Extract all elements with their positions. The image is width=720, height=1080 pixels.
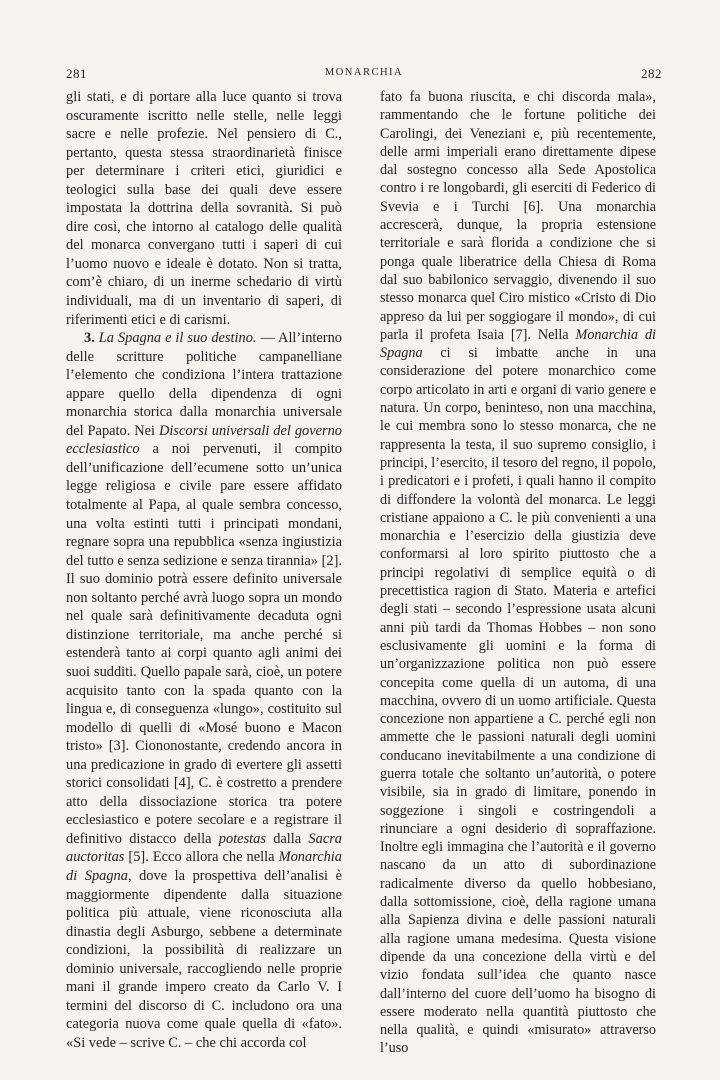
page-header bbox=[66, 66, 662, 82]
text-run: — All’interno delle scritture politiche campanelliane l’elemento che condiziona l’intera trattazione appare quello della dipendenza di ogni monarchia storica dalla monarchia universale del Papato. Nei bbox=[66, 330, 342, 439]
text-run: ci si imbatte anche in una considerazione del potere monarchico come corpo articolato in arti e organi di vario genere e natura. Un corpo, beninteso, non una macchina, le cui membra sono lo stesso monarca, che ne rappresenta la testa, il suo supremo consiglio, i principi, l’esercito, il tesoro del regno, il popolo, i predicatori e i profeti, i quali hanno il compito di diffondere la volontà del monarca. Le leggi cristiane appaiono a C. le più convenienti a una monarchia e l’esercizio della giustizia deve conformarsi al loro spirito piuttosto che a principi regolativi di semplice equità o di precettistica ragion di Stato. Materia e artefici degli stati – secondo l’espressione usata alcuni anni più tardi da Thomas Hobbes – non sono esclusivamente gli uomini e la forma di un’organizzazione politica non può essere concepita come quella di un automa, di una macchina, ovvero di un uomo artificiale. Questa concezione non appartiene a C. perché egli non ammette che le passioni naturali degli uomini conducano inevitabilmente a una condizione di guerra totale che soltanto un’autorità, o potere visibile, sia in grado di limitare, ponendo in soggezione i singoli e costringendoli a rinunciare a ogni desiderio di sopraffazione. Inoltre egli immagina che l’autorità e il governo nascano da un atto di subordinazione radicalmente diverso da quello hobbesiano, dalla sottomissione, cioè, della ragione umana alla Sapienza divina e delle passioni naturali alla ragione umana medesima. Questa visione dipende da una concezione della virtù e del vizio fondata sull’idea che quanto nasce dall’interno del cuore dell’uomo ha bisogno di essere moderato nella quantità piuttosto che nella qualità, e quindi «misurato» attraverso l’uso bbox=[380, 345, 656, 1057]
text-run: , dove la prospettiva dell’analisi è maggiormente dipendente dalla situazione politica più attuale, viene riconosciuta alla dinastia degli Asburgo, sebbene a determinate condizioni, la possibilità di realizzare un dominio universale, raccogliendo nelle proprie mani il grande impero creato da Carlo V. I termini del discorso di C. includono ora una categoria nuova come quale quella di «fato». «Si vede – scrive C. – che chi accorda col bbox=[66, 867, 342, 1051]
italic-term: Sacra auctoritas bbox=[66, 830, 342, 866]
text-run: dalla bbox=[265, 830, 309, 847]
text-column-right bbox=[380, 88, 656, 1058]
page-number-left: 281 bbox=[66, 66, 87, 81]
text-run: a noi pervenuti, il compito dell’unificazione dell’ecumene sotto un’unica legge religiosa e civile pare essere affidato totalmente al Papa, al quale sembra concesso, una volta estinti tutti i principati mondani, regnare sopra una repubblica «senza ingiustizia del tutto e senza sedizione e senza tirannia» [2]. Il suo dominio potrà essere definito universale non soltanto perché avrà luogo sopra un mondo nel quale sarà definitivamente decaduta ogni distinzione territoriale, ma anche perché si estenderà tanto ai corpi quanto agli animi dei suoi sudditi. Quello papale sarà, cioè, un potere acquisito tanto con la spada quanto con la lingua e, di conseguenza «lungo», costituito sul modello di quelli di «Mosé buono e Macon tristo» [3]. Ciononostante, credendo ancora in una predicazione in grado di evertere gli assetti storici consolidati [4], C. è costretto a prendere atto della dissociazione storica tra potere ecclesiastico e potere secolare e a registrare il definitivo distacco della bbox=[66, 441, 342, 847]
page-number-right: 282 bbox=[641, 66, 662, 81]
paragraph-intro: gli stati, e di portare alla luce quanto si trova oscuramente iscritto nelle stelle, nelle leggi sacre e nelle profezie. Nel pensiero di C., pertanto, questa stessa straordinarietà finisce per determinare i criteri etici, giuridici e teologici sulla base dei quali deve essere impostata la dottrina della sovranità. Si può dire così, che intorno al catalogo delle qualità del monarca convergano tutti i saperi di cui l’uomo nuovo e ideale è dotato. Non si tratta, com’è chiaro, di un inerme schedario di virtù individuali, ma di un inventario di saperi, di riferimenti etici e di carismi. bbox=[66, 89, 342, 328]
section-number: 3. bbox=[84, 330, 95, 347]
italic-title: Monarchia di Spagna bbox=[380, 326, 656, 362]
text-column-left bbox=[66, 88, 342, 1052]
section-title: La Spagna e il suo destino. bbox=[98, 330, 257, 347]
italic-title: Discorsi universali del governo ecclesiastico bbox=[66, 422, 342, 458]
running-title: MONARCHIA bbox=[324, 67, 404, 78]
italic-term: potestas bbox=[218, 830, 266, 847]
text-run: [5]. Ecco allora che nella bbox=[124, 849, 279, 866]
paragraph-section-3 bbox=[66, 329, 342, 1052]
italic-title: Monarchia di Spagna bbox=[66, 849, 342, 884]
text-run: fato fa buona riuscita, e chi discorda mala», rammentando che le fortune politiche dei Carolingi, dei Veneziani e, più recentemente, delle armi imperiali erano direttamente dipese dal sostegno concesso alla Sede Apostolica contro i re longobardi, gli eserciti di Federico di Svevia e i Turchi [6]. Una monarchia accrescerà, dunque, la propria estensione territoriale e sarà florida a condizione che si ponga quale liberatrice della Chiesa di Roma dal suo babilonico servaggio, divenendo il suo stesso monarca quel Ciro mistico «Cristo di Dio appreso da lui per soggiogare il mondo», di cui parla il profeta Isaia [7]. Nella bbox=[380, 89, 656, 343]
paragraph-continued bbox=[380, 88, 656, 1058]
